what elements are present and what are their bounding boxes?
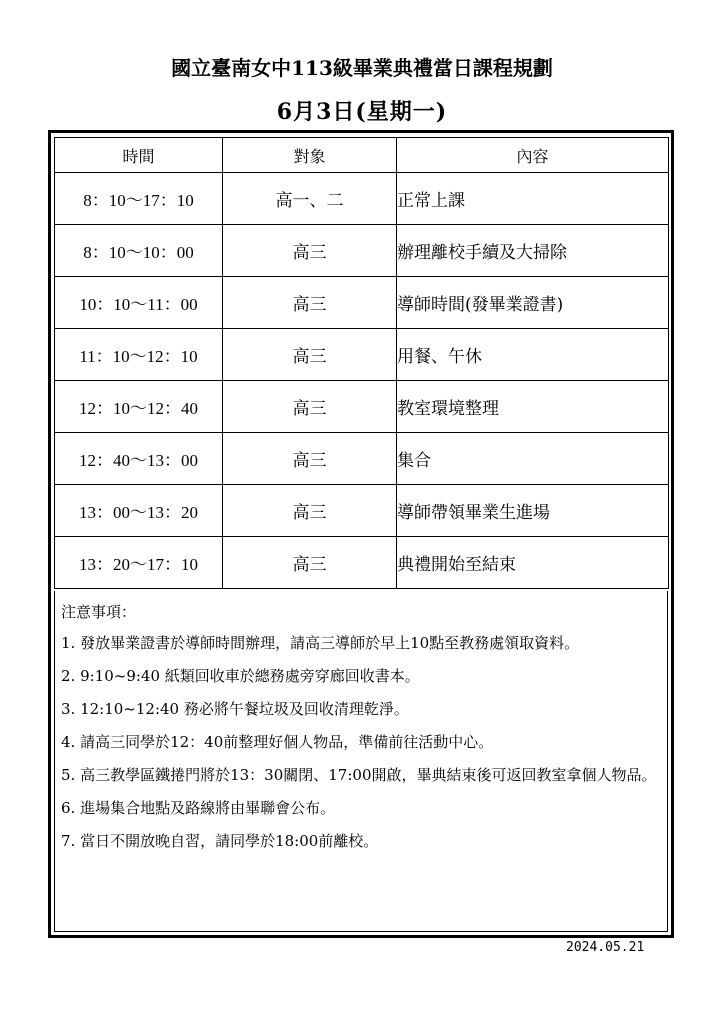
- cell-content: 正常上課: [397, 173, 669, 225]
- cell-target: 高一、二: [223, 173, 397, 225]
- note-item: 2. 9:10~9:40 紙類回收車於總務處旁穿廊回收書本。: [61, 667, 420, 685]
- header-target: 對象: [223, 138, 397, 173]
- cell-time: 10：10～11：00: [55, 277, 223, 329]
- table-row: [55, 225, 669, 277]
- cell-time: 12：10～12：40: [55, 381, 223, 433]
- cell-content: 集合: [397, 433, 669, 485]
- notes-section: [54, 591, 668, 932]
- cell-content: 教室環境整理: [397, 381, 669, 433]
- table-row: [55, 433, 669, 485]
- note-item: 4. 請高三同學於12：40前整理好個人物品，準備前往活動中心。: [61, 733, 494, 751]
- cell-target: 高三: [223, 537, 397, 589]
- cell-time: 11：10～12：10: [55, 329, 223, 381]
- cell-time: 12：40～13：00: [55, 433, 223, 485]
- cell-content: 導師帶領畢業生進場: [397, 485, 669, 537]
- cell-time: 8：10～10：00: [55, 225, 223, 277]
- footer-date: 2024.05.21: [566, 940, 645, 955]
- document-title: 國立臺南女中113級畢業典禮當日課程規劃: [171, 56, 553, 80]
- cell-content: 典禮開始至結束: [397, 537, 669, 589]
- cell-time: 8：10～17：10: [55, 173, 223, 225]
- table-row: [55, 173, 669, 225]
- cell-content: 辦理離校手續及大掃除: [397, 225, 669, 277]
- table-row: [55, 537, 669, 589]
- header-content: 內容: [397, 138, 669, 173]
- cell-target: 高三: [223, 381, 397, 433]
- table-row: [55, 277, 669, 329]
- cell-target: 高三: [223, 277, 397, 329]
- cell-target: 高三: [223, 485, 397, 537]
- schedule-table: [54, 137, 669, 589]
- note-item: 6. 進場集合地點及路線將由畢聯會公布。: [61, 799, 336, 817]
- note-item: 7. 當日不開放晚自習，請同學於18:00前離校。: [61, 832, 379, 850]
- note-item: 1. 發放畢業證書於導師時間辦理，請高三導師於早上10點至教務處領取資料。: [61, 634, 580, 652]
- cell-content: 用餐、午休: [397, 329, 669, 381]
- table-row: [55, 329, 669, 381]
- cell-time: 13：00～13：20: [55, 485, 223, 537]
- table-row: [55, 485, 669, 537]
- header-time: 時間: [55, 138, 223, 173]
- cell-target: 高三: [223, 433, 397, 485]
- table-header-row: [55, 138, 669, 173]
- note-item: 5. 高三教學區鐵捲門將於13：30關閉、17:00開啟，畢典結束後可返回教室拿個人物品。: [61, 766, 657, 784]
- cell-target: 高三: [223, 329, 397, 381]
- cell-time: 13：20～17：10: [55, 537, 223, 589]
- table-row: [55, 381, 669, 433]
- cell-content: 導師時間(發畢業證書): [397, 277, 669, 329]
- notes-title: 注意事項：: [61, 603, 137, 621]
- note-item: 3. 12:10~12:40 務必將午餐垃圾及回收清理乾淨。: [61, 700, 409, 718]
- cell-target: 高三: [223, 225, 397, 277]
- document-subtitle: 6月3日(星期一): [276, 99, 448, 125]
